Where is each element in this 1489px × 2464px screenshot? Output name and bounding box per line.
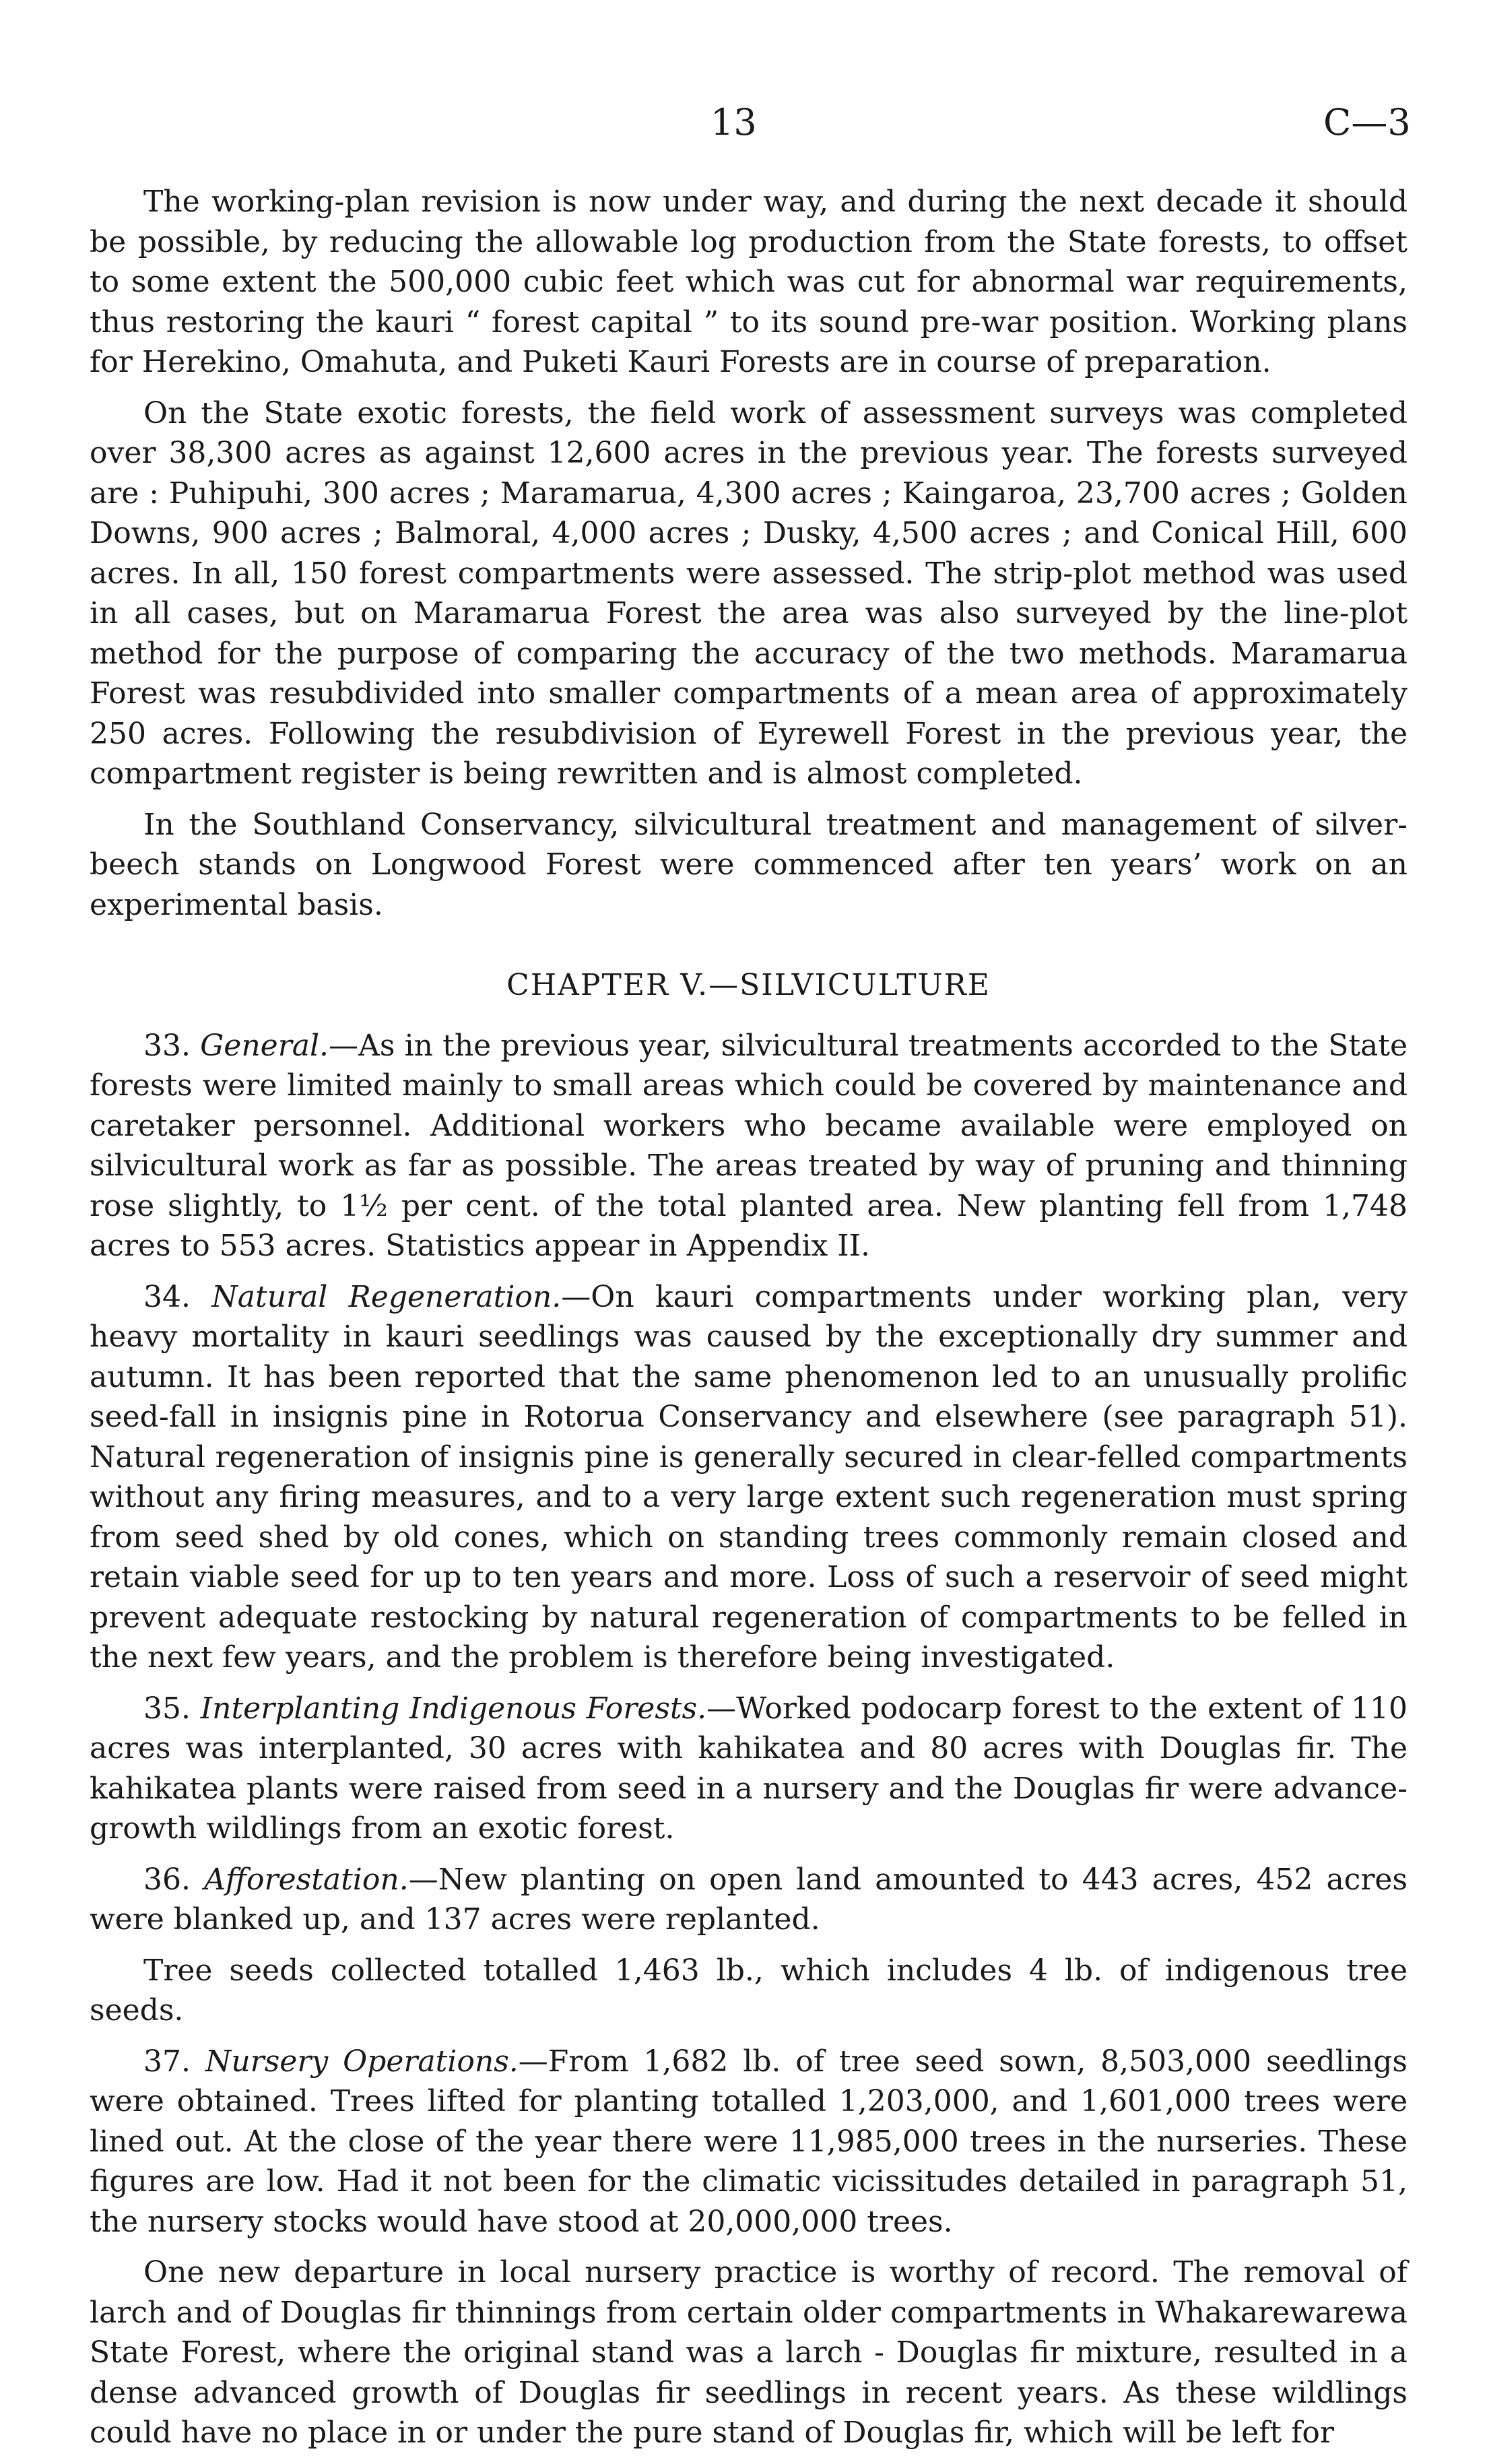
page-number: 13 — [710, 101, 757, 143]
section-title: Afforestation. — [204, 1862, 409, 1897]
section-title: General. — [200, 1028, 329, 1063]
paragraph-southland: In the Southland Conservancy, silvicultural treatment and management of silver-beech stands on Longwood Forest were commenced after ten years’ work on an experimental basis. — [90, 807, 1408, 922]
section-35 — [90, 1689, 1408, 1849]
section-title: Nursery Operations. — [205, 2044, 519, 2079]
chapter-heading: CHAPTER V.—SILVICULTURE — [506, 968, 991, 1002]
section-text: —Worked podocarp forest to the extent of 110 acres was interplanted, 30 acres with kahikatea and 80 acres with Douglas fir. The kahikatea plants were raised from seed in a nursery and the Douglas fir were advance-growth wildlings from an exotic forest. — [90, 1691, 1408, 1846]
section-number: 34. — [143, 1279, 191, 1314]
section-number: 35. — [143, 1691, 191, 1726]
section-title: Interplanting Indigenous Forests. — [200, 1691, 707, 1726]
document-reference: C—3 — [1323, 101, 1411, 143]
section-number: 33. — [143, 1028, 191, 1063]
page-body — [90, 182, 1408, 2464]
section-text: —From 1,682 lb. of tree seed sown, 8,503,000 seedlings were obtained. Trees lifted for planting totalled 1,203,000, and 1,601,000 trees were lined out. At the close of the year there were 11,985,000 trees in the nurseries. These figures are low. Had it not been for the climatic vicissitudes detailed in paragraph 51, the nursery stocks would have stood at 20,000,000 trees. — [90, 2044, 1408, 2239]
section-title: Natural Regeneration. — [211, 1279, 562, 1314]
section-number: 37. — [143, 2044, 191, 2079]
section-37 — [90, 2042, 1408, 2242]
paragraph-exotic-forests: On the State exotic forests, the field work of assessment surveys was completed over 38,300 acres as against 12,600 acres in the previous year. The forests surveyed are : Puhipuhi, 300 acres ; Maramarua, 4,300 acres ; Kaingaroa, 23,700 acres ; Golden Downs, 900 acres ; Balmoral, 4,000 acres ; Dusky, 4,500 acres ; and Conical Hill, 600 acres. In all, 150 forest compartments were assessed. The strip-plot method was used in all cases, but on Maramarua Forest the area was also surveyed by the line-plot method for the purpose of comparing the accuracy of the two methods. Maramarua Forest was resubdivided into smaller compartments of a mean area of approximately 250 acres. Following the resubdivision of Eyrewell Forest in the previous year, the compartment register is being rewritten and is almost completed. — [90, 395, 1408, 791]
paragraph-tree-seeds: Tree seeds collected totalled 1,463 lb., which includes 4 lb. of indigenous tree seeds. — [90, 1953, 1408, 2028]
section-36 — [90, 1860, 1408, 1940]
section-34 — [90, 1277, 1408, 1678]
paragraph-working-plan: The working-plan revision is now under way, and during the next decade it should be possible, by reducing the allowable log production from the State forests, to offset to some extent the 500,000 cubic feet which was cut for abnormal war requirements, thus restoring the kauri “ forest capital ” to its sound pre-war position. Working plans for Herekino, Omahuta, and Puketi Kauri Forests are in course of preparation. — [90, 185, 1408, 379]
paragraph-nursery-practice: One new departure in local nursery practice is worthy of record. The removal of larch and of Douglas fir thinnings from certain older compartments in Whakarewarewa State Forest, where the original stand was a larch - Douglas fir mixture, resulted in a dense advanced growth of Douglas fir seedlings in recent years. As these wildlings could have no place in or under the pure stand of Douglas fir, which will be left for — [90, 2255, 1408, 2450]
section-text: —On kauri compartments under working plan, very heavy mortality in kauri seedlings was caused by the exceptionally dry summer and autumn. It has been reported that the same phenomenon led to an unusually prolific seed-fall in insignis pine in Rotorua Conservancy and elsewhere (see paragraph 51). Natural regeneration of insignis pine is generally secured in clear-felled compartments without any firing measures, and to a very large extent such regeneration must spring from seed shed by old cones, which on standing trees commonly remain closed and retain viable seed for up to ten years and more. Loss of such a reservoir of seed might prevent adequate restocking by natural regeneration of compartments to be felled in the next few years, and the problem is therefore being investigated. — [90, 1279, 1408, 1675]
section-text: —As in the previous year, silvicultural treatments accorded to the State forests were limited mainly to small areas which could be covered by maintenance and caretaker personnel. Additional workers who became available were employed on silvicultural work as far as possible. The areas treated by way of pruning and thinning rose slightly, to 1½ per cent. of the total planted area. New planting fell from 1,748 acres to 553 acres. Statistics appear in Appendix II. — [90, 1028, 1408, 1263]
page-header — [0, 101, 1489, 155]
section-text: —New planting on open land amounted to 443 acres, 452 acres were blanked up, and 137 acres were replanted. — [90, 1862, 1408, 1937]
section-33 — [90, 1026, 1408, 1266]
section-number: 36. — [143, 1862, 191, 1897]
